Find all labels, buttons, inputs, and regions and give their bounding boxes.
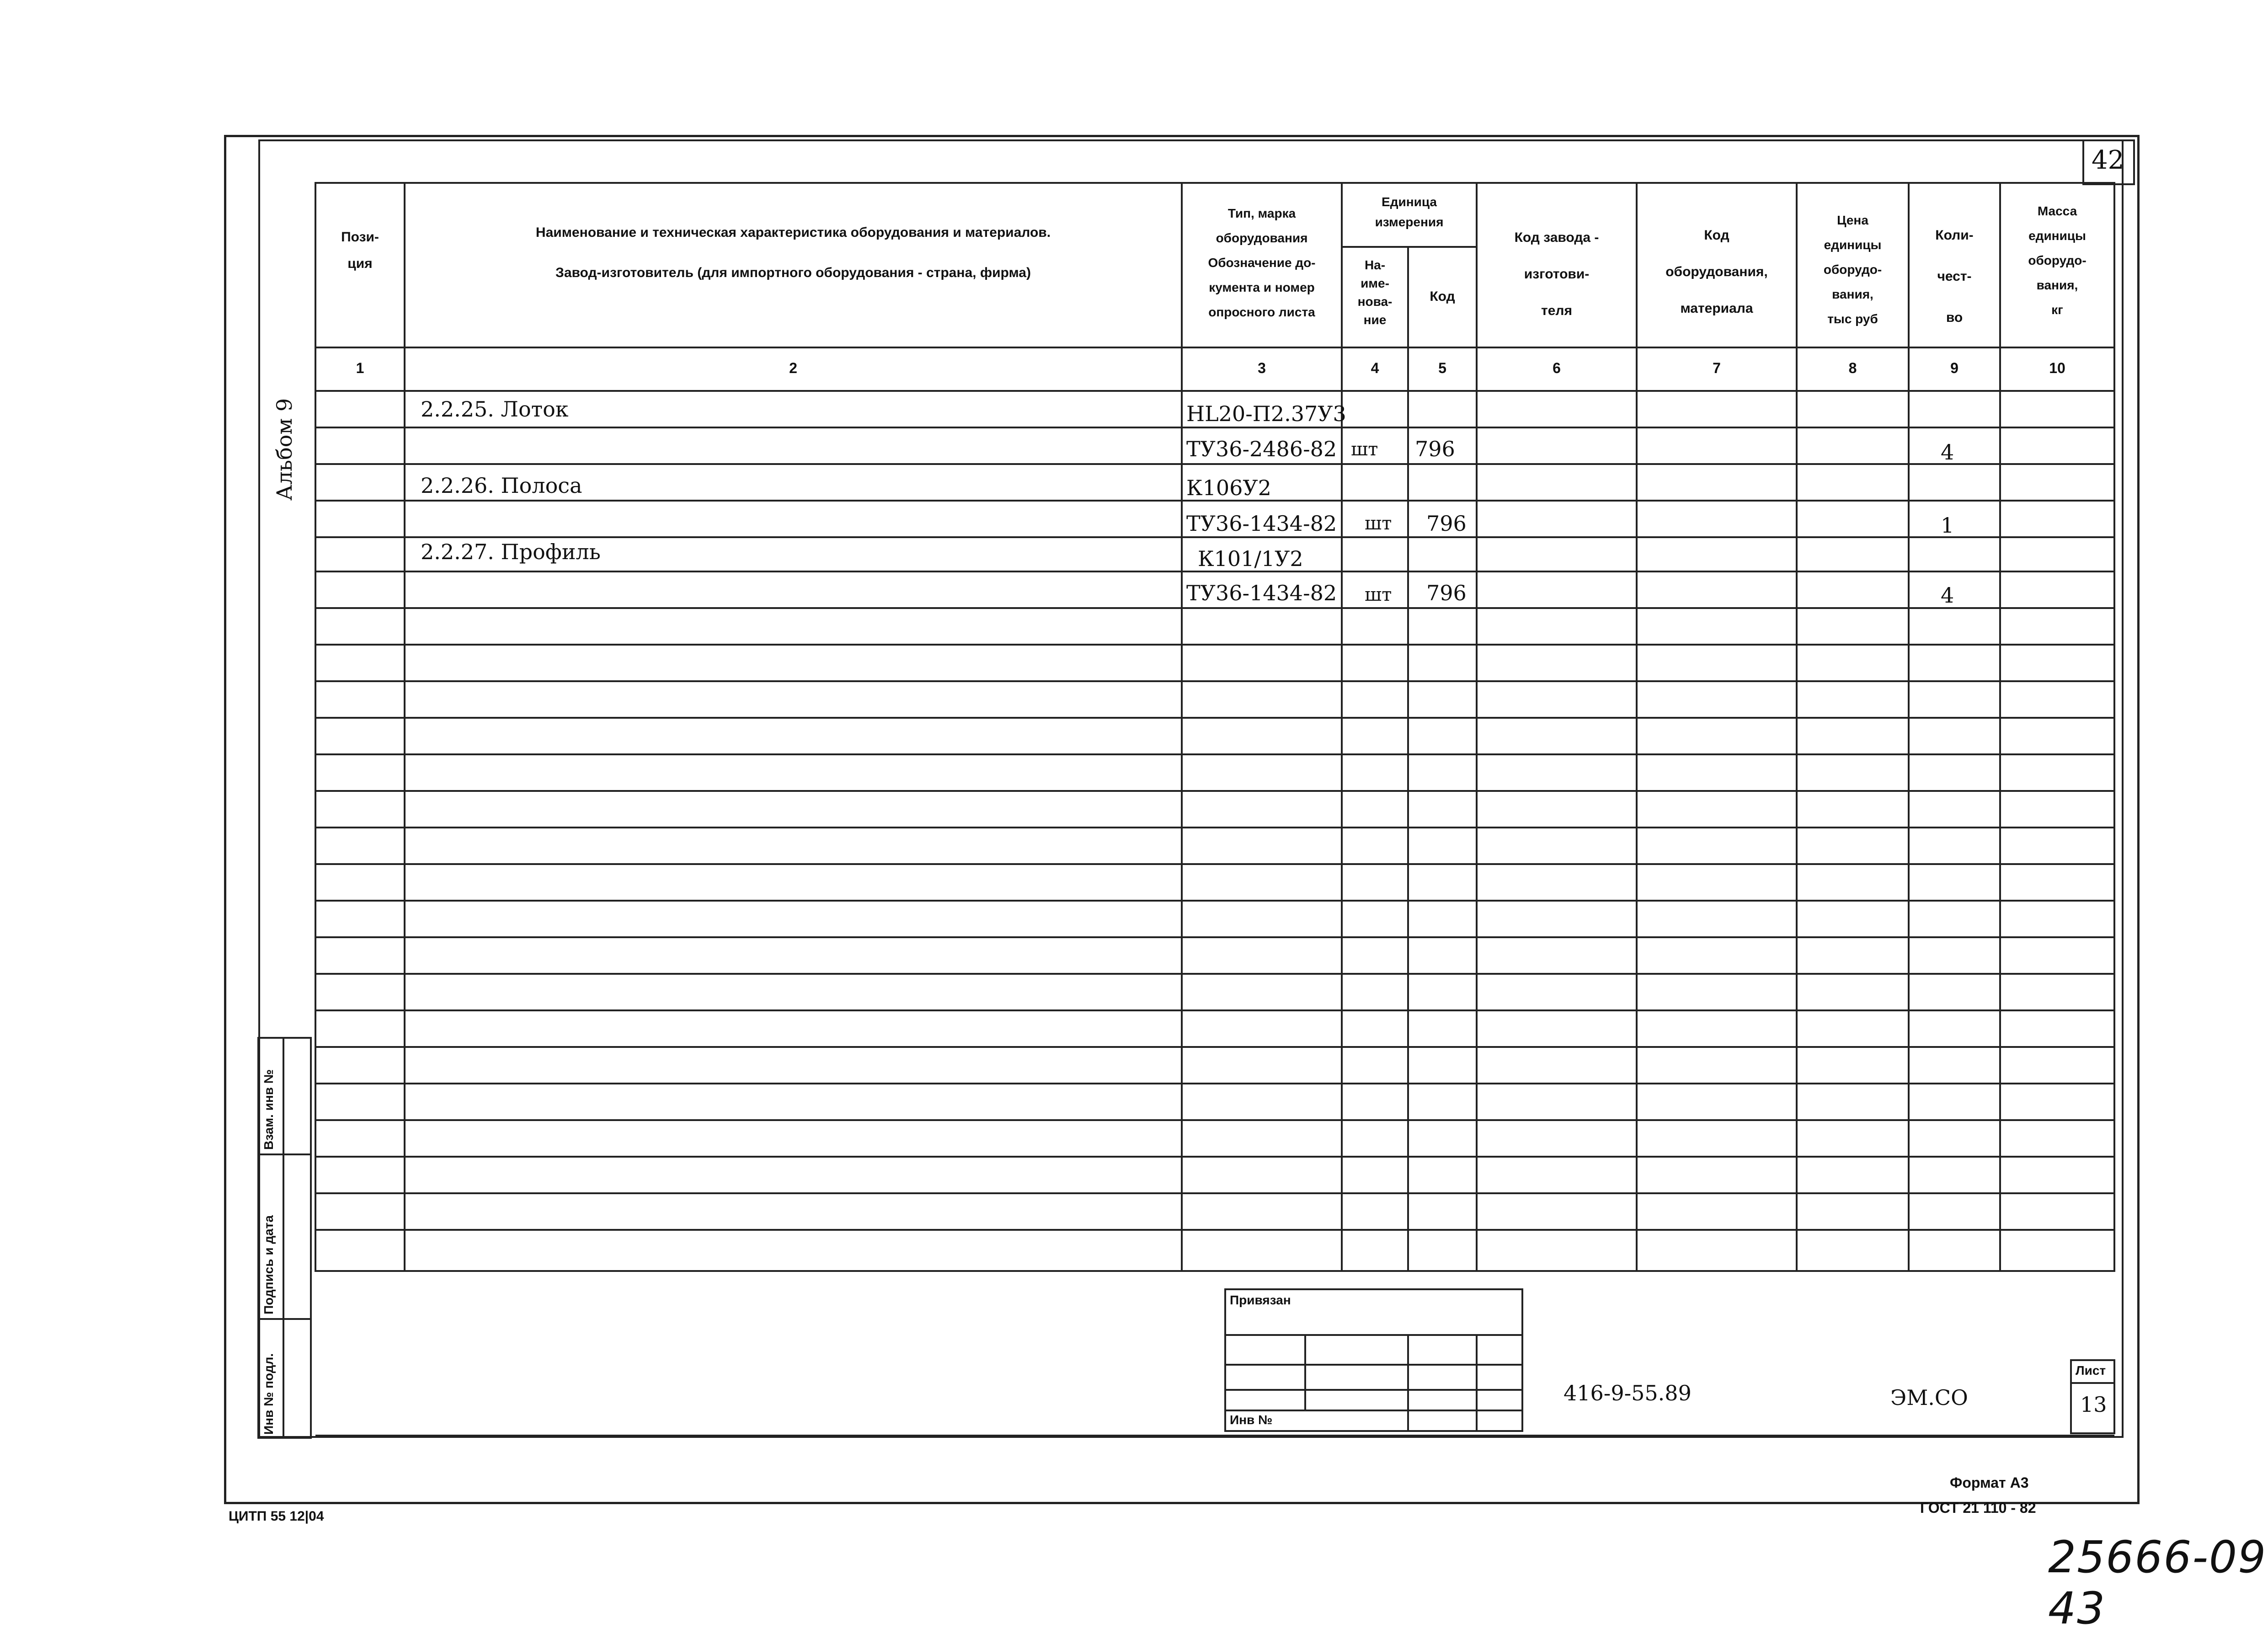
column-number: 7 [1713, 360, 1721, 376]
header-line: оборудо- [1823, 262, 1882, 277]
row-unit: шт [1365, 513, 1392, 534]
column-number: 9 [1950, 360, 1958, 376]
header-line: Тип, марка [1227, 206, 1296, 220]
header-manufacturer-code [1477, 219, 1637, 329]
header-line: ние [1363, 313, 1387, 327]
header-line: во [1946, 310, 1963, 325]
row-type: К101/1У2 [1198, 546, 1303, 571]
header-line: Пози- [341, 230, 379, 245]
header-line: опросного листа [1208, 305, 1315, 319]
header-price [1797, 208, 1909, 331]
header-line: Коли- [1935, 228, 1974, 243]
column-number: 5 [1438, 360, 1446, 376]
row-code: 796 [1426, 511, 1467, 536]
handwritten-number: 25666-09 43 [2048, 1532, 2267, 1634]
header-line: Код [1704, 228, 1729, 243]
header-line: материала [1680, 301, 1753, 316]
header-line: оборудования [1216, 231, 1308, 245]
header-unit-code: Код [1430, 289, 1455, 304]
header-line: тыс руб [1827, 312, 1878, 326]
sheet-number: 13 [2080, 1392, 2107, 1417]
header-line: единицы [2028, 229, 2086, 243]
header-line: теля [1541, 303, 1572, 318]
row-qty: 4 [1941, 583, 1954, 608]
row-qty: 4 [1941, 440, 1954, 465]
gost-label: ГОСТ 21 110 - 82 [1920, 1500, 2036, 1516]
header-equipment-code [1637, 217, 1797, 327]
row-code: 796 [1426, 581, 1467, 605]
row-type: ТУ36-1434-82 [1186, 511, 1337, 536]
row-type: ТУ36-1434-82 [1186, 581, 1337, 605]
header-mass [2000, 199, 2114, 322]
row-name: 2.2.26. Полоса [421, 473, 582, 498]
row-unit: шт [1351, 439, 1378, 460]
header-line: измерения [1375, 215, 1444, 229]
row-code: 796 [1415, 437, 1455, 461]
header-line: име- [1361, 276, 1389, 290]
header-line: На- [1364, 258, 1386, 272]
column-number: 10 [2049, 360, 2065, 376]
header-unit-name [1342, 256, 1408, 329]
row-type: ТУ36-2486-82 [1186, 437, 1337, 461]
header-line: Единица [1382, 195, 1437, 209]
header-line: Масса [2037, 204, 2077, 218]
column-number: 4 [1371, 360, 1379, 376]
row-name: 2.2.27. Профиль [421, 539, 601, 564]
stamp-replacement-inv: Взам. инв № [261, 1069, 276, 1150]
header-line: вания, [1832, 287, 1873, 301]
header-position [315, 224, 405, 277]
document-designation: 416-9-55.89 [1564, 1381, 1692, 1405]
header-line: оборудования, [1665, 264, 1768, 279]
header-line: изготови- [1524, 267, 1590, 282]
header-line: кг [2051, 303, 2063, 317]
format-label: Формат А3 [1950, 1474, 2029, 1491]
header-line: нова- [1357, 294, 1393, 309]
header-line: кумента и номер [1209, 280, 1315, 294]
header-line: оборудо- [2028, 253, 2087, 267]
linked-label: Привязан [1230, 1293, 1291, 1307]
header-line: Завод-изготовитель (для импортного оборудования - страна, фирма) [555, 265, 1031, 280]
inv-label: Инв № [1230, 1413, 1273, 1427]
stamp-signature-date: Подпись и дата [261, 1215, 276, 1314]
corner-sheet-number: 42 [2092, 145, 2124, 175]
row-type: НL20-П2.37У3 [1186, 401, 1346, 426]
sheet-label: Лист [2076, 1363, 2106, 1378]
left-code: ЦИТП 55 12|04 [229, 1509, 324, 1524]
row-type: К106У2 [1186, 475, 1271, 500]
row-name: 2.2.25. Лоток [421, 397, 569, 422]
column-number: 1 [356, 360, 364, 376]
header-line: ция [347, 256, 373, 271]
stamp-original-inv: Инв № подл. [261, 1353, 276, 1435]
header-line: вания, [2036, 278, 2078, 292]
header-line: Цена [1837, 213, 1868, 227]
document-code: ЭМ.СО [1890, 1385, 1968, 1410]
header-type [1182, 201, 1342, 325]
header-line: Обозначение до- [1208, 256, 1316, 270]
header-line: единицы [1824, 238, 1882, 252]
header-name [405, 219, 1182, 286]
header-unit-group [1342, 192, 1477, 232]
header-line: чест- [1937, 269, 1972, 284]
row-unit: шт [1365, 584, 1392, 605]
column-number: 2 [789, 360, 797, 376]
column-number: 6 [1553, 360, 1561, 376]
header-quantity [1909, 215, 2000, 338]
column-number: 8 [1848, 360, 1857, 376]
header-line: Наименование и техническая характеристика оборудования и материалов. [535, 225, 1051, 240]
column-number: 3 [1258, 360, 1266, 376]
header-line: Код завода - [1514, 230, 1599, 245]
album-label: Альбом 9 [272, 398, 297, 501]
row-qty: 1 [1941, 513, 1954, 538]
